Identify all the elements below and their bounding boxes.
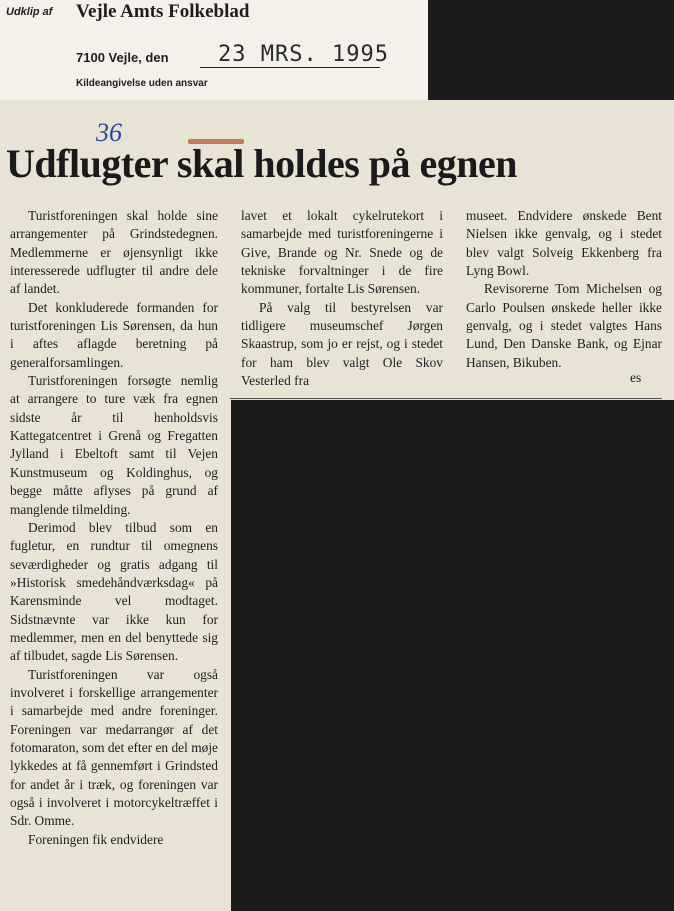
- stamp-city: 7100 Vejle, den: [76, 50, 169, 65]
- paragraph: Turistforeningen forsøgte nemlig at arrangere to ture væk fra egnen sidste år til henholdsvis Kattegatcentret i Grenå og Fregatten Jylland i Ebeltoft samt til Vejen Kunstmuseum og Koldinghus, og begge måtte aflyses på grund af manglende tilmelding.: [10, 373, 218, 517]
- paragraph: Revisorerne Tom Michelsen og Carlo Poulsen ønskede heller ikke genvalg, og i stedet valgtes Hans Lund, Den Danske Bank, og Ejnar Hansen, Bikuben.: [466, 281, 662, 370]
- newspaper-name: Vejle Amts Folkeblad: [76, 1, 250, 22]
- paragraph: Turistforeningen skal holde sine arrangementer på Grindstedegnen. Medlemmerne er øjensynligt ikke interesserede udflugter til andre dele af landet.: [10, 208, 218, 297]
- article-column-2: [241, 207, 443, 390]
- article-column-1: [10, 207, 218, 849]
- paragraph: Foreningen fik endvidere: [28, 831, 164, 847]
- paragraph: På valg til bestyrelsen var tidligere museumschef Jørgen Skaastrup, som jo er rejst, og i stedet for ham blev valgt Ole Skov Vesterled fra: [241, 299, 443, 389]
- stamp-disclaimer: Kildeangivelse uden ansvar: [76, 78, 208, 89]
- author-signature: es: [630, 370, 642, 385]
- clipping-stamp: [0, 0, 428, 100]
- article-column-3: [466, 207, 662, 372]
- paragraph: Derimod blev tilbud som en fugletur, en rundtur til omegnens seværdigheder og gratis adgang til »Historisk smedehåndværksdag« på Karensminde vel modtaget. Sidstnævnte var ikke kun for medlemmer, men en del benyttede sig af tilbudet, sagde Lis Sørensen.: [10, 519, 218, 664]
- stamp-date: 23 MRS. 1995: [218, 42, 389, 67]
- stamp-label: Udklip af: [6, 6, 53, 18]
- handwritten-annotation: 36: [96, 118, 122, 147]
- article-end-rule: [230, 398, 662, 399]
- date-underline: [200, 67, 380, 68]
- paragraph: museet. Endvidere ønskede Bent Nielsen ikke genvalg, og i stedet blev valgt Solveig Ekkenberg fra Lyng Bowl.: [466, 208, 662, 279]
- paragraph: Det konkluderede formanden for turistforeningen Lis Sørensen, da hun i aftes aflagde beretning på generalforsamlingen.: [10, 299, 218, 370]
- paragraph: Turistforeningen var også involveret i forskellige arrangementer i samarbejde med andre foreninger. Foreningen var medarrangør af det fotomaraton, som det efter en del møje lykkedes at få gennemført i Grindsted for andet år i træk, og foreningen var også i involveret i motorcykeltræffet i Sdr. Omme.: [10, 666, 218, 829]
- paragraph: lavet et lokalt cykelrutekort i samarbejde med turistforeningerne i Give, Brande og Nr. Snede og de tekniske forvaltninger i de fire kommuner, fortalte Lis Sørensen.: [241, 208, 443, 297]
- article-headline: Udflugter skal holdes på egnen: [6, 141, 518, 186]
